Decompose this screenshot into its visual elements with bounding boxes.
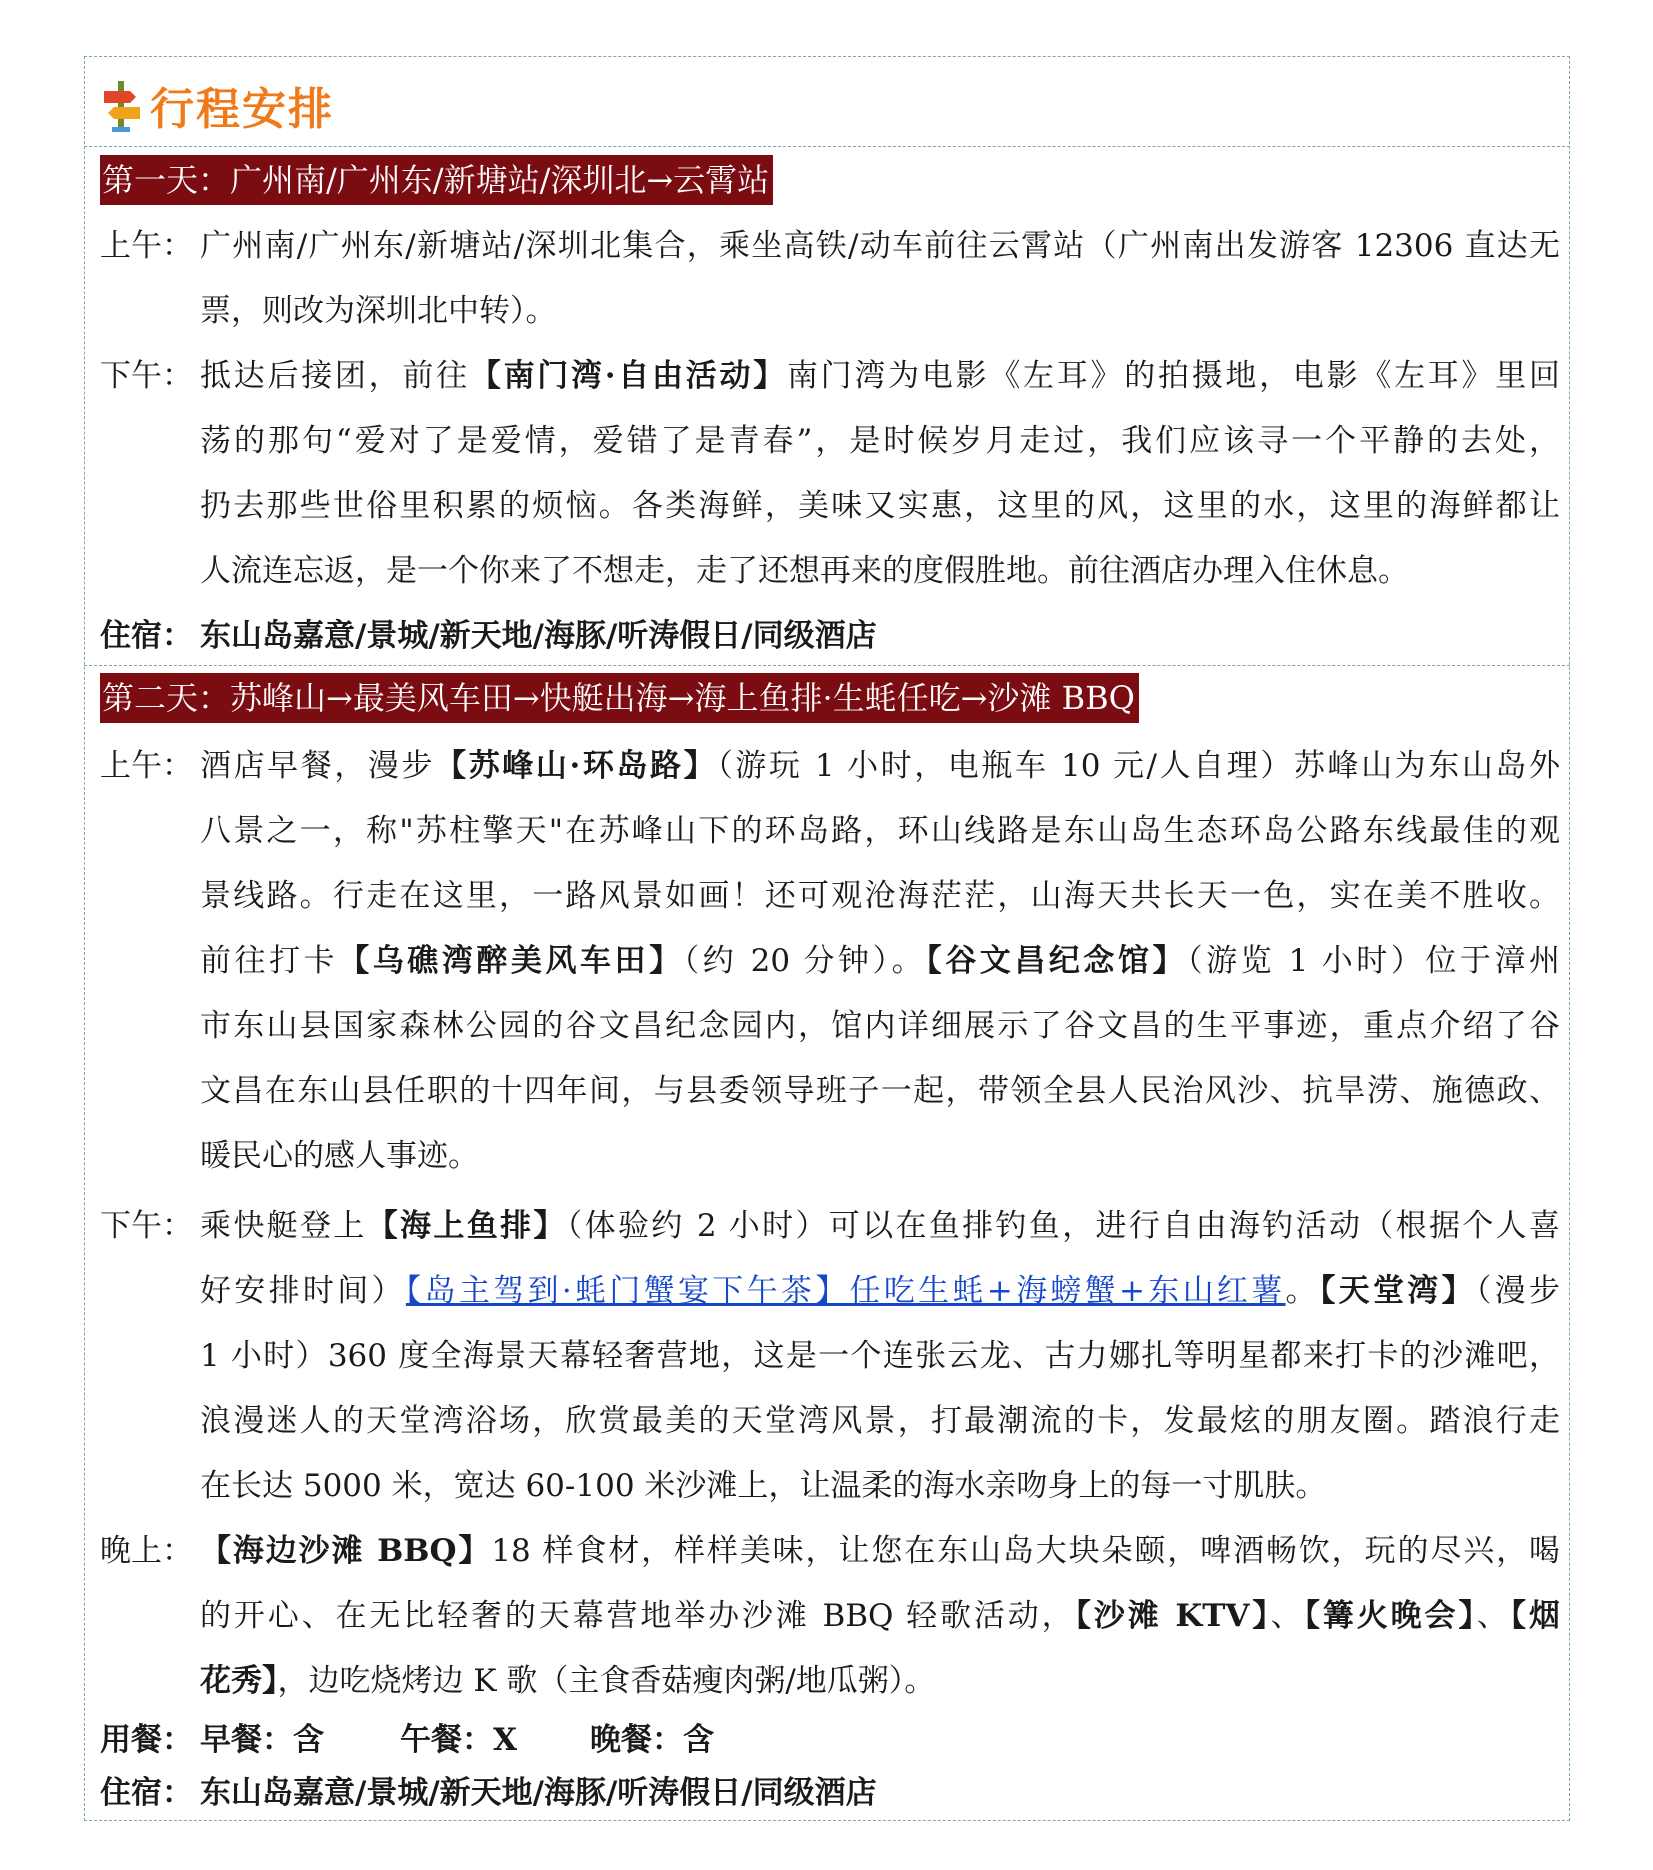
text-line: 在长达 5000 米，宽达 60-100 米沙滩上，让温柔的海水亲吻身上的每一寸肌肤。	[200, 1468, 1327, 1504]
text-line: 1 小时）360 度全海景天幕轻奢营地，这是一个连张云龙、古力娜扎等明星都来打卡的沙滩吧，	[200, 1338, 1560, 1374]
text: ，边吃烧烤边 K 歌（主食香菇瘦肉粥/地瓜粥）。	[277, 1663, 936, 1699]
tea-feast-link[interactable]: 【岛主驾到·蚝门蟹宴下午茶】任吃生蚝+海螃蟹+东山红薯	[405, 1273, 1286, 1309]
text-line	[200, 344, 1560, 409]
signpost-icon	[100, 77, 144, 133]
text-line: 广州南/广州东/新塘站/深圳北集合，乘坐高铁/动车前往云霄站（广州南出发游客 12306 直达无	[200, 228, 1560, 264]
text-line: 市东山县国家森林公园的谷文昌纪念园内，馆内详细展示了谷文昌的生平事迹，重点介绍了谷	[200, 1008, 1560, 1044]
text-line	[200, 929, 1560, 994]
text: 抵达后接团，前往	[200, 358, 470, 394]
highlight-attraction: 【乌礁湾醉美风车田】	[338, 943, 684, 979]
highlight-attraction: 【南门湾·自由活动】	[469, 358, 787, 394]
text-line: 票，则改为深圳北中转）。	[200, 293, 557, 329]
text: 18 样食材，样样美味，让您在东山岛大块朵颐，啤酒畅饮，玩的尽兴，喝	[491, 1533, 1560, 1569]
highlight-attraction: 【烟	[1510, 1598, 1561, 1634]
text: 前往打卡	[200, 943, 339, 979]
highlight-attraction: 【篝火晚会】	[1304, 1598, 1477, 1634]
text-line: 浪漫迷人的天堂湾浴场，欣赏最美的天堂湾风景，打最潮流的卡，发最炫的朋友圈。踏浪行走	[200, 1403, 1560, 1439]
text: （游玩 1 小时，电瓶车 10 元/人自理）苏峰山为东山岛外	[717, 748, 1561, 784]
text: （约 20 分钟）。	[683, 943, 927, 979]
day-1-afternoon	[100, 344, 1560, 604]
stay-label: 住宿：	[100, 618, 193, 654]
text-line: 扔去那些世俗里积累的烦恼。各类海鲜，美味又实惠，这里的风，这里的水，这里的海鲜都让	[200, 488, 1560, 524]
text-line	[200, 1649, 1560, 1714]
text: （游览 1 小时）位于漳州	[1187, 943, 1561, 979]
day-2-header: 第二天：苏峰山→最美风车田→快艇出海→海上鱼排·生蚝任吃→沙滩 BBQ	[100, 673, 1139, 723]
text-line: 文昌在东山县任职的十四年间，与县委领导班子一起，带领全县人民治风沙、抗旱涝、施德政、	[200, 1073, 1560, 1109]
highlight-attraction: 【沙滩 KTV】	[1075, 1598, 1271, 1634]
day-2-morning	[100, 734, 1560, 1189]
section-header	[100, 70, 334, 140]
text: 的开心、在无比轻奢的天幕营地举办沙滩 BBQ 轻歌活动，	[200, 1598, 1076, 1634]
highlight-attraction: 【海边沙滩 BBQ】	[200, 1533, 492, 1569]
text: 、	[1476, 1598, 1511, 1634]
morning-label: 上午：	[100, 748, 193, 784]
meals-label: 用餐：	[100, 1722, 193, 1758]
text: （漫步	[1475, 1273, 1560, 1309]
text: 乘快艇登上	[200, 1208, 367, 1244]
morning-label: 上午：	[100, 228, 193, 264]
text-line: 荡的那句“爱对了是爱情，爱错了是青春”，是时候岁月走过，我们应该寻一个平静的去处，	[200, 423, 1560, 459]
dinner-info: 晚餐：含	[590, 1722, 714, 1758]
text: 好安排时间）	[200, 1273, 406, 1309]
text-line: 暖民心的感人事迹。	[200, 1138, 479, 1174]
text: 酒店早餐，漫步	[200, 748, 436, 784]
stay-label: 住宿：	[100, 1775, 193, 1811]
text: 。	[1285, 1273, 1320, 1309]
highlight-attraction: 花秀】	[200, 1663, 278, 1699]
text-line	[200, 1584, 1560, 1649]
day-2-stay	[100, 1766, 1560, 1820]
breakfast-info: 早餐：含	[200, 1722, 324, 1758]
highlight-attraction: 【谷文昌纪念馆】	[926, 943, 1188, 979]
afternoon-label: 下午：	[100, 358, 193, 394]
text-line: 八景之一，称"苏柱擎天"在苏峰山下的环岛路，环山线路是东山岛生态环岛公路东线最佳的观	[200, 813, 1560, 849]
section-title: 行程安排	[150, 84, 334, 135]
divider	[84, 146, 1570, 147]
lunch-info: 午餐：X	[400, 1722, 518, 1758]
day-1-stay	[100, 604, 1560, 669]
hotel-list: 东山岛嘉意/景城/新天地/海豚/听涛假日/同级酒店	[200, 1775, 877, 1811]
highlight-attraction: 【海上鱼排】	[366, 1208, 567, 1244]
text: （体验约 2 小时）可以在鱼排钓鱼，进行自由海钓活动（根据个人喜	[566, 1208, 1560, 1244]
text: 南门湾为电影《左耳》的拍摄地，电影《左耳》里回	[786, 358, 1560, 394]
text-line: 人流连忘返，是一个你来了不想走，走了还想再来的度假胜地。前往酒店办理入住休息。	[200, 553, 1409, 589]
text: 、	[1270, 1598, 1305, 1634]
text-line	[200, 1194, 1560, 1259]
hotel-list: 东山岛嘉意/景城/新天地/海豚/听涛假日/同级酒店	[200, 618, 877, 654]
day-1-header: 第一天：广州南/广州东/新塘站/深圳北→云霄站	[100, 155, 773, 205]
day-1-morning	[100, 214, 1560, 344]
text-line	[200, 1259, 1560, 1324]
day-2-meals	[100, 1713, 1560, 1767]
highlight-attraction: 【天堂湾】	[1319, 1273, 1476, 1309]
day-2-afternoon	[100, 1194, 1560, 1519]
day-2-evening	[100, 1519, 1560, 1714]
text-line	[200, 734, 1560, 799]
highlight-attraction: 【苏峰山·环岛路】	[435, 748, 718, 784]
afternoon-label: 下午：	[100, 1208, 193, 1244]
evening-label: 晚上：	[100, 1533, 193, 1569]
text-line	[200, 1519, 1560, 1584]
text-line: 景线路。行走在这里，一路风景如画！还可观沧海茫茫，山海天共长天一色，实在美不胜收。	[200, 878, 1560, 914]
